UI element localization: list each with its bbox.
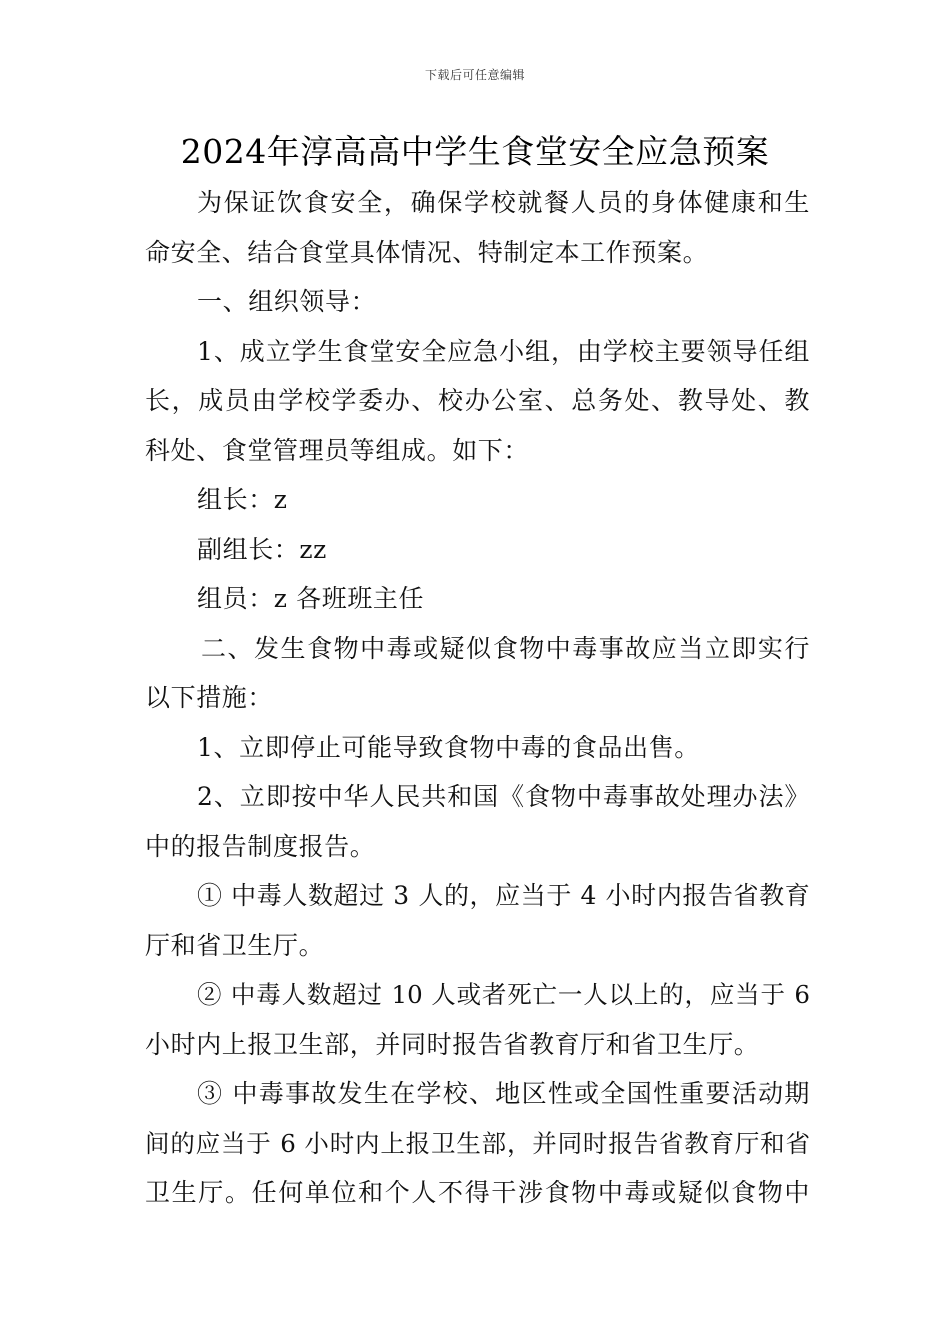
document-title: 2024年淳高高中学生食堂安全应急预案 bbox=[180, 132, 770, 171]
paragraph-line: 2、立即按中华人民共和国《食物中毒事故处理办法》 bbox=[197, 782, 810, 811]
paragraph-line: 以下措施： bbox=[145, 683, 274, 712]
section-heading: 一、组织领导： bbox=[197, 287, 377, 316]
list-item-line: 间的应当于 6 小时内上报卫生部，并同时报告省教育厅和省 bbox=[145, 1128, 810, 1158]
paragraph-line: 1、成立学生食堂安全应急小组，由学校主要领导任组 bbox=[197, 336, 810, 366]
list-item-line: 卫生厅。任何单位和个人不得干涉食物中毒或疑似食物中 bbox=[145, 1178, 810, 1207]
header-note: 下载后可任意编辑 bbox=[424, 68, 525, 82]
list-item-line: 厅和省卫生厅。 bbox=[145, 930, 325, 960]
paragraph-line: 中的报告制度报告。 bbox=[145, 831, 376, 861]
paragraph-line: 长，成员由学校学委办、校办公室、总务处、教导处、教 bbox=[145, 386, 810, 415]
document-body bbox=[145, 178, 810, 1218]
paragraph-line: 1、立即停止可能导致食物中毒的食品出售。 bbox=[197, 732, 700, 762]
paragraph-line: 为保证饮食安全，确保学校就餐人员的身体健康和生 bbox=[197, 188, 810, 217]
members-line: 组员：z 各班班主任 bbox=[197, 584, 425, 613]
section-heading: 二、发生食物中毒或疑似食物中毒事故应当立即实行 bbox=[201, 633, 810, 663]
deputy-leader-line: 副组长：zz bbox=[197, 534, 327, 564]
paragraph-line: 科处、食堂管理员等组成。如下： bbox=[145, 435, 530, 465]
leader-line: 组长：z bbox=[197, 485, 288, 514]
list-item-line: 小时内上报卫生部，并同时报告省教育厅和省卫生厅。 bbox=[145, 1029, 760, 1059]
list-item-line: ① 中毒人数超过 3 人的，应当于 4 小时内报告省教育 bbox=[197, 881, 811, 910]
list-item-line: ② 中毒人数超过 10 人或者死亡一人以上的，应当于 6 bbox=[197, 980, 810, 1009]
paragraph-line: 命安全、结合食堂具体情况、特制定本工作预案。 bbox=[145, 237, 709, 267]
list-item-line: ③ 中毒事故发生在学校、地区性或全国性重要活动期 bbox=[197, 1079, 810, 1108]
